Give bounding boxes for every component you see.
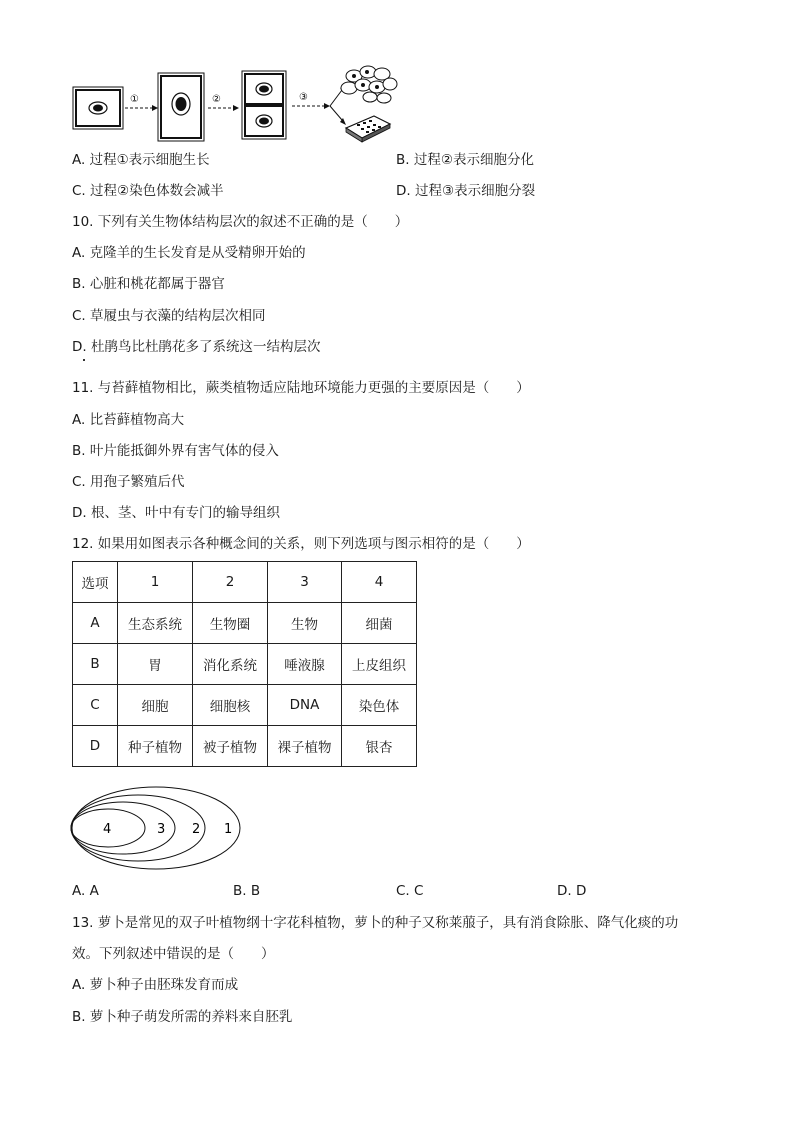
q11-option-a[interactable]: A. 比苔藓植物高大 (72, 412, 185, 428)
table-cell: 裸子植物 (268, 726, 342, 767)
q12-option-d[interactable]: D. D (557, 883, 587, 899)
table-cell: 生物 (268, 603, 342, 644)
q11-stem: 11. 与苔藓植物相比，蕨类植物适应陆地环境能力更强的主要原因是（ ） (72, 380, 530, 396)
q12-option-b[interactable]: B. B (233, 883, 261, 899)
table-cell: 生物圈 (193, 603, 268, 644)
q9-option-a[interactable]: A. 过程①表示细胞生长 (72, 152, 210, 168)
table-cell: B (73, 644, 118, 685)
table-cell: 消化系统 (193, 644, 268, 685)
q9-option-c[interactable]: C. 过程②染色体数会减半 (72, 183, 224, 199)
table-header-cell: 3 (268, 562, 342, 603)
table-cell: 上皮组织 (342, 644, 417, 685)
table-cell: 唾液腺 (268, 644, 342, 685)
q9-option-d[interactable]: D. 过程③表示细胞分裂 (396, 183, 536, 199)
q13-stem-line1: 13. 萝卜是常见的双子叶植物纲十字花科植物，萝卜的种子又称莱菔子，具有消食除胀、降气化痰的功 (72, 915, 679, 931)
q11-option-c[interactable]: C. 用孢子繁殖后代 (72, 474, 185, 490)
q10-option-b[interactable]: B. 心脏和桃花都属于器官 (72, 276, 225, 292)
venn-label-2: 2 (192, 822, 201, 837)
cell-process-figure (70, 62, 400, 148)
table-cell: 生态系统 (118, 603, 193, 644)
table-header-cell: 选项 (73, 562, 118, 603)
q12-option-a[interactable]: A. A (72, 883, 99, 899)
q9-option-b[interactable]: B. 过程②表示细胞分化 (396, 152, 534, 168)
table-cell: DNA (268, 685, 342, 726)
q10-option-c[interactable]: C. 草履虫与衣藻的结构层次相同 (72, 308, 266, 324)
process-2-label: ② (212, 94, 221, 105)
process-1-label: ① (130, 94, 139, 105)
table-header-cell: 4 (342, 562, 417, 603)
q13-stem-line2: 效。下列叙述中错误的是（ ） (72, 946, 275, 962)
cell-1 (73, 87, 123, 129)
q13-option-b[interactable]: B. 萝卜种子萌发所需的养料来自胚乳 (72, 1009, 293, 1025)
q10-option-d[interactable]: D. 杜鹃鸟比杜鹃花多了系统这一结构层次 (72, 339, 321, 355)
table-cell: 染色体 (342, 685, 417, 726)
nested-concept-diagram (70, 782, 250, 876)
table-cell: 种子植物 (118, 726, 193, 767)
table-row (73, 685, 417, 726)
q11-option-b[interactable]: B. 叶片能抵御外界有害气体的侵入 (72, 443, 279, 459)
table-cell: C (73, 685, 118, 726)
stray-dot (83, 359, 85, 361)
table-row (73, 603, 417, 644)
table-row (73, 644, 417, 685)
table-cell: 细胞 (118, 685, 193, 726)
q11-option-d[interactable]: D. 根、茎、叶中有专门的输导组织 (72, 505, 280, 521)
table-row (73, 726, 417, 767)
table-header-cell: 2 (193, 562, 268, 603)
table-header-row (73, 562, 417, 603)
q10-option-a[interactable]: A. 克隆羊的生长发育是从受精卵开始的 (72, 245, 306, 261)
q13-option-a[interactable]: A. 萝卜种子由胚珠发育而成 (72, 977, 239, 993)
table-cell: 细胞核 (193, 685, 268, 726)
ellipse-2 (71, 795, 205, 861)
cell-2 (158, 73, 204, 141)
round-cells-cluster (341, 66, 397, 103)
table-cell: 被子植物 (193, 726, 268, 767)
table-cell: A (73, 603, 118, 644)
ellipse-1 (72, 787, 240, 869)
table-cell: 银杏 (342, 726, 417, 767)
process-3-label: ③ (299, 92, 308, 103)
venn-label-4: 4 (103, 822, 112, 837)
table-cell: 细菌 (342, 603, 417, 644)
venn-label-3: 3 (157, 822, 166, 837)
tissue-block (346, 116, 390, 142)
table-header-cell: 1 (118, 562, 193, 603)
cell-3-divided (242, 71, 286, 139)
q12-stem: 12. 如果用如图表示各种概念间的关系，则下列选项与图示相符的是（ ） (72, 536, 530, 552)
q12-option-c[interactable]: C. C (396, 883, 424, 899)
q12-table (72, 561, 417, 767)
table-cell: D (73, 726, 118, 767)
q10-stem: 10. 下列有关生物体结构层次的叙述不正确的是（ ） (72, 214, 409, 230)
venn-label-1: 1 (224, 822, 233, 837)
table-cell: 胃 (118, 644, 193, 685)
